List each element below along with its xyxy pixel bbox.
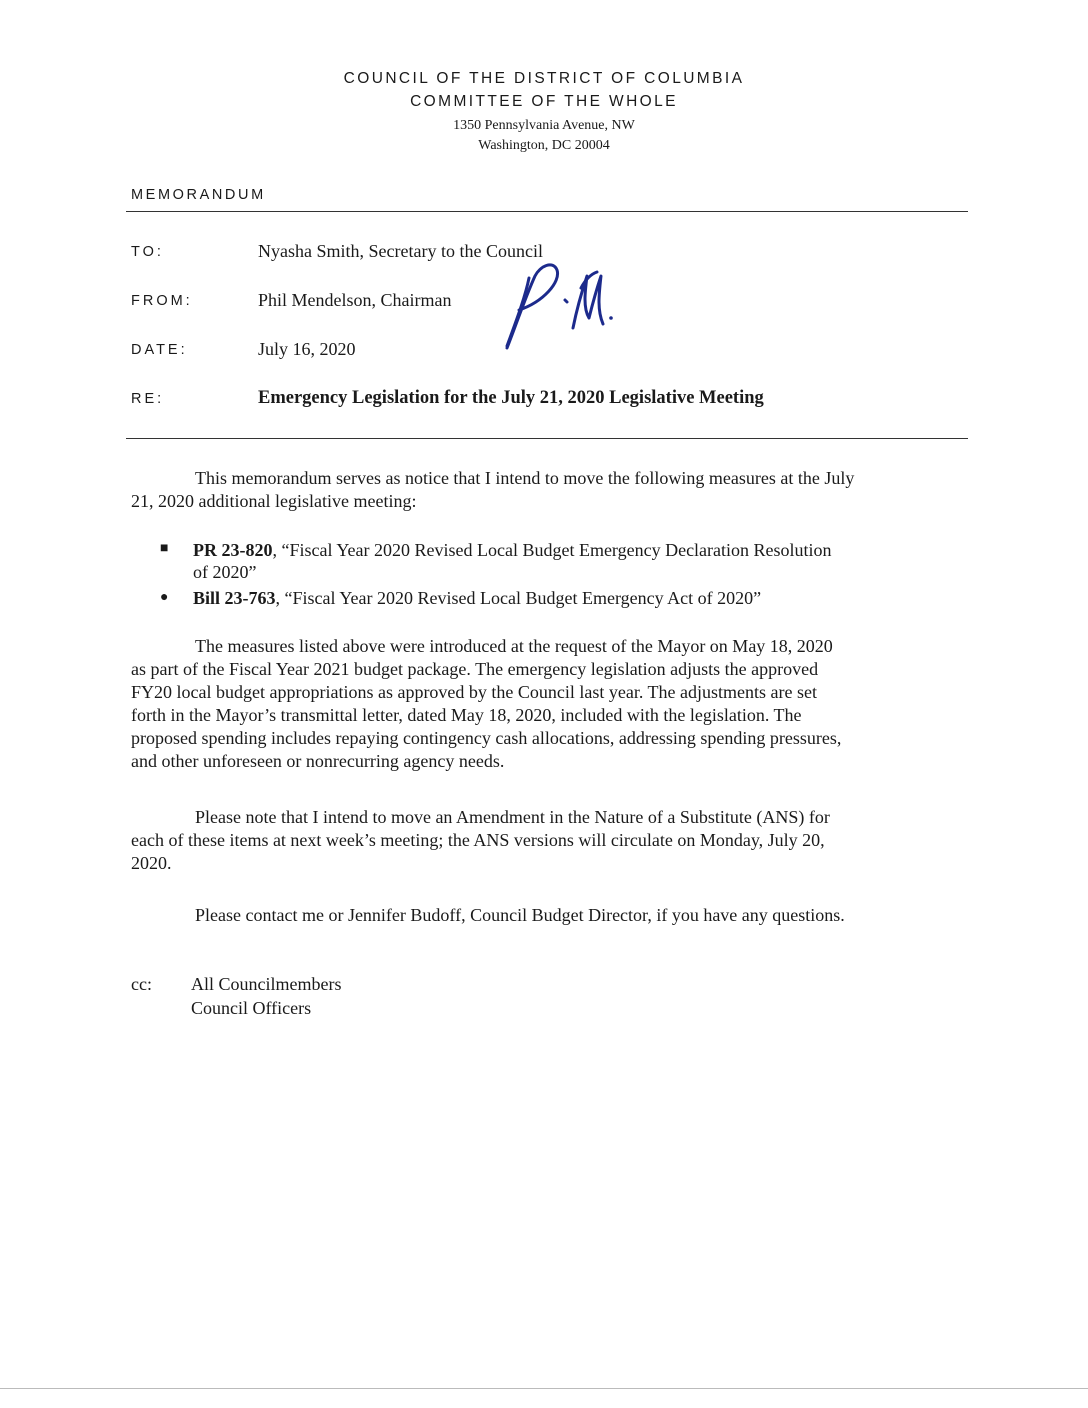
cc-item: Council Officers — [191, 998, 312, 1018]
bullet-item-1-title: , “Fiscal Year 2020 Revised Local Budget Emergency Declaration Resolution — [272, 540, 832, 560]
scan-edge-line — [0, 1388, 1088, 1389]
para2-line-4: forth in the Mayor’s transmittal letter, dated May 18, 2020, included with the legislation. The — [131, 705, 802, 725]
re-value: Emergency Legislation for the July 21, 2020 Legislative Meeting — [258, 388, 764, 408]
para3-line-2: each of these items at next week’s meeting; the ANS versions will circulate on Monday, July 20, — [131, 830, 825, 850]
from-value: Phil Mendelson, Chairman — [258, 290, 452, 310]
bullet-item-2-title: , “Fiscal Year 2020 Revised Local Budget Emergency Act of 2020” — [275, 588, 762, 608]
bullet-icon: ■ — [160, 541, 169, 556]
para2-line-6: and other unforeseen or nonrecurring agency needs. — [131, 751, 505, 771]
bullet-item-2-id: Bill 23-763 — [193, 588, 276, 608]
fields-divider — [126, 438, 968, 439]
bullet-item-1-id: PR 23-820 — [193, 540, 273, 560]
para2-line-5: proposed spending includes repaying contingency cash allocations, addressing spending pressures, — [131, 728, 842, 748]
to-value: Nyasha Smith, Secretary to the Council — [258, 241, 543, 261]
bullet-item-1 — [193, 539, 969, 561]
letterhead-address-line1: 1350 Pennsylvania Avenue, NW — [453, 118, 635, 133]
letterhead-committee: COMMITTEE OF THE WHOLE — [410, 93, 678, 110]
bullet-item-2 — [193, 587, 969, 609]
signature — [485, 258, 615, 358]
cc-item: All Councilmembers — [191, 974, 342, 994]
para4: Please contact me or Jennifer Budoff, Council Budget Director, if you have any questions. — [195, 905, 845, 925]
para3-line-1: Please note that I intend to move an Amendment in the Nature of a Substitute (ANS) for — [195, 807, 830, 827]
intro-line-2: 21, 2020 additional legislative meeting: — [131, 491, 417, 511]
para2-line-3: FY20 local budget appropriations as approved by the Council last year. The adjustments are set — [131, 682, 818, 702]
para3-line-3: 2020. — [131, 853, 172, 873]
from-label: FROM: — [131, 293, 193, 309]
para2-line-2: as part of the Fiscal Year 2021 budget package. The emergency legislation adjusts the approved — [131, 659, 819, 679]
cc-label: cc: — [131, 974, 152, 994]
to-label: TO: — [131, 244, 164, 260]
header-divider — [126, 211, 968, 212]
letterhead-address-line2: Washington, DC 20004 — [478, 138, 610, 153]
para2-line-1: The measures listed above were introduced at the request of the Mayor on May 18, 2020 — [195, 636, 833, 656]
letterhead-org: COUNCIL OF THE DISTRICT OF COLUMBIA — [343, 70, 745, 87]
bullet-item-1-cont: of 2020” — [193, 562, 257, 582]
intro-line-1: This memorandum serves as notice that I intend to move the following measures at the July — [195, 468, 855, 488]
re-label: RE: — [131, 391, 165, 407]
bullet-icon: ● — [160, 590, 169, 605]
date-value: July 16, 2020 — [258, 339, 356, 359]
date-label: DATE: — [131, 342, 188, 358]
memo-label: MEMORANDUM — [131, 187, 266, 203]
